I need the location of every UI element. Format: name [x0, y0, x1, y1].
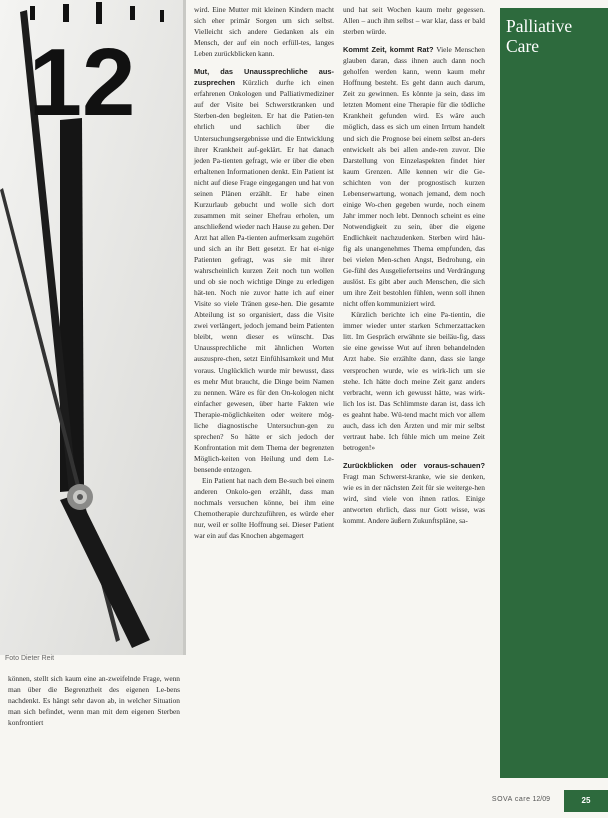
magazine-name: SOVA care: [491, 796, 531, 803]
paragraph: Ein Patient hat nach dem Be-such bei einem anderen Onkolo-gen erzählt, dass man nochmals versuchen könne, bei ihm eine Chemotherapie durchzuführen, es würde eher nur, weil er sollte Hoffnung sei. Dieser Patient war ein auf das Knochen abgemagert: [194, 475, 334, 541]
paragraph: und hat seit Wochen kaum mehr gegessen. Allen – auch ihm selbst – war klar, dass er bald sterben würde.: [343, 5, 485, 37]
paragraph: Kürzlich berichte ich eine Pa-tientin, die immer wieder unter starken Schmerzattacken litt. Im Gespräch erwähnte sie beiläu-fig, dass sie eine gewisse Wut auf ihren behandelnden Arzt habe. Sie erzählte dann, dass sie lange versprochen wurde, wie es wirk-lich um sie stehe. Ich hätte doch meine Zeit ganz anders verbracht, wenn ich gewusst hätte, was wirk-lich los ist. Das Schlimmste daran ist, dass ich es geahnt habe. Wü-tend macht mich vor allem auch, dass ich den Ärzten und mir mir selbst vertraut habe. Ich fühle mich um meine Zeit betrogen!»: [343, 310, 485, 452]
text-column-3: [343, 4, 485, 526]
clock-face-illustration: [0, 0, 186, 655]
text-column-2: [194, 4, 334, 541]
paragraph-text: Kürzlich durfte ich einen erfahrenen Onkologen und Palliativmediziner auf der Visite bei Schwerstkranken und Sterben-den begleiten. Er hat die Patien-ten ehrlich und sachlich über die Untersuchungsergebnisse und die Entwicklung ihrer Krankheit auf-geklärt. Er hat danach jeden Pa-tienten gefragt, wie er über die eben erhaltenen Informationen denkt. Ein Patient ist nicht auf diese Frage eingegangen und hat von seinen Plänen erzählt. Er habe einen Kurzurlaub gebucht und wolle sich dort zusammen mit seiner Ehefrau erholen, um anschließend wieder nach Hause zu gehen. Der Arzt hat allen Pa-tienten aufmerksam zugehört und sich an ihr Bett gesetzt. Er hat ei-nige Patienten gefragt, was sie mit ihrer wahrscheinlich kurzen Zeit noch tun wollen und ob sie noch wichtige Dinge zu erledigen hät-ten. Noch nie zuvor hatte ich auf einer Visite so viele Tränen gese-hen. Die gesamte Abteilung ist so organisiert, dass die Visite zwei verlängert, jedoch jemand beim Patienten bleibt, wenn dieser es wünscht. Das Unaussprechliche mit ähnlichen Worten auszuspre-chen, setzt Einfühlsamkeit und Mut voraus. Unglücklich wurde mir bewusst, dass es mehr Mut braucht, die Dinge beim Namen zu nennen. Wäre es für den On-kologen nicht einfacher gewesen, über harte Fakten wie Therapie-möglichkeiten oder weitere mög-liche diagnostische Untersuchun-gen zu sprechen? So hätte er sich jedoch der Konfrontation mit dem Thema der begrenzten Möglich-keiten von Heilung und dem Le-bensende entzogen.: [194, 78, 334, 474]
text-column-1: [8, 673, 180, 728]
section-title-line-1: Palliative: [506, 16, 573, 36]
clock-numeral: 12: [28, 29, 136, 136]
section-heading: Kommt Zeit, kommt Rat?: [343, 45, 434, 55]
magazine-issue: [492, 796, 550, 803]
paragraph-text: Viele Menschen glauben daran, dass ihnen auch dann noch geholfen werden kann, wenn kaum mehr Hoffnung besteht. Es geht dann auch darum, Zeit zu gewinnen. Es könnte ja sein, dass im letzten Moment eine Therapie für die tödliche Krankheit gefunden wird. Es wäre auch möglich, dass es sich um einen Irrtum handelt und sich die Prognose bei einem selbst an-ders entwickelt als bei allen ande-ren zuvor. Die Darstellung von Einzelaspekten findet hier kaum Grenzen. Alle kennen wir die Ge-schichten von der prognostisch kurzen Lebenserwartung, wonach jemand, dem noch einige Wo-chen gegeben wurde, noch einem Jahr immer noch lebt. Dennoch scheint es eine Notwendigkeit zu sein, über die eigene Endlichkeit nachzudenken. Sterben wird häu-fig als unangenehmes Thema empfunden, das bei vielen Men-schen Angst, Bedrohung, ein Ge-fühl des Ausgeliefertseins und Verdrängung auslöst. Es gibt aber auch Menschen, die sich um ihre Zeit bestohlen fühlen, wenn soll ihnen nicht offen kommuniziert wird.: [343, 45, 485, 309]
section-heading: Zurückblicken oder voraus-schauen?: [343, 460, 485, 470]
paragraph: können, stellt sich kaum eine an-zweifelnde Frage, wenn man über die Begrenztheit des eigenen Le-bens nachdenkt. Es hängt sehr davon ab, in welcher Situation man sich befindet, wenn man mit dem eigenen Sterben konfrontiert: [8, 674, 180, 728]
section-title-line-2: Care: [506, 36, 540, 56]
page-number: 25: [564, 790, 608, 812]
clock-photo: [0, 0, 186, 655]
photo-credit: Foto Dieter Reit: [5, 655, 55, 662]
section-heading: Mut, das Unaussprechliche aus-zusprechen: [194, 67, 334, 88]
issue-number: 12/09: [532, 796, 550, 803]
paragraph: wird. Eine Mutter mit kleinen Kindern macht sich eher primär Sorgen um sich selbst. Vielleicht sich andere Gedanken als ein Mensch, der auf ein noch erfüll-tes, langes Leben zurückblicken kann.: [194, 5, 334, 59]
paragraph-text: Fragt man Schwerst-kranke, wie sie denken, wie es in der nächsten Zeit für sie weiterge-hen wird, sind viele von ihnen ratlos. Einige antworten ehrlich, dass nur Gott wisse, was kommt. Andere äußern Zukunftspläne, sa-: [343, 471, 485, 526]
section-title: [506, 16, 572, 56]
page-footer: [491, 784, 608, 818]
section-title-band: [500, 8, 608, 778]
